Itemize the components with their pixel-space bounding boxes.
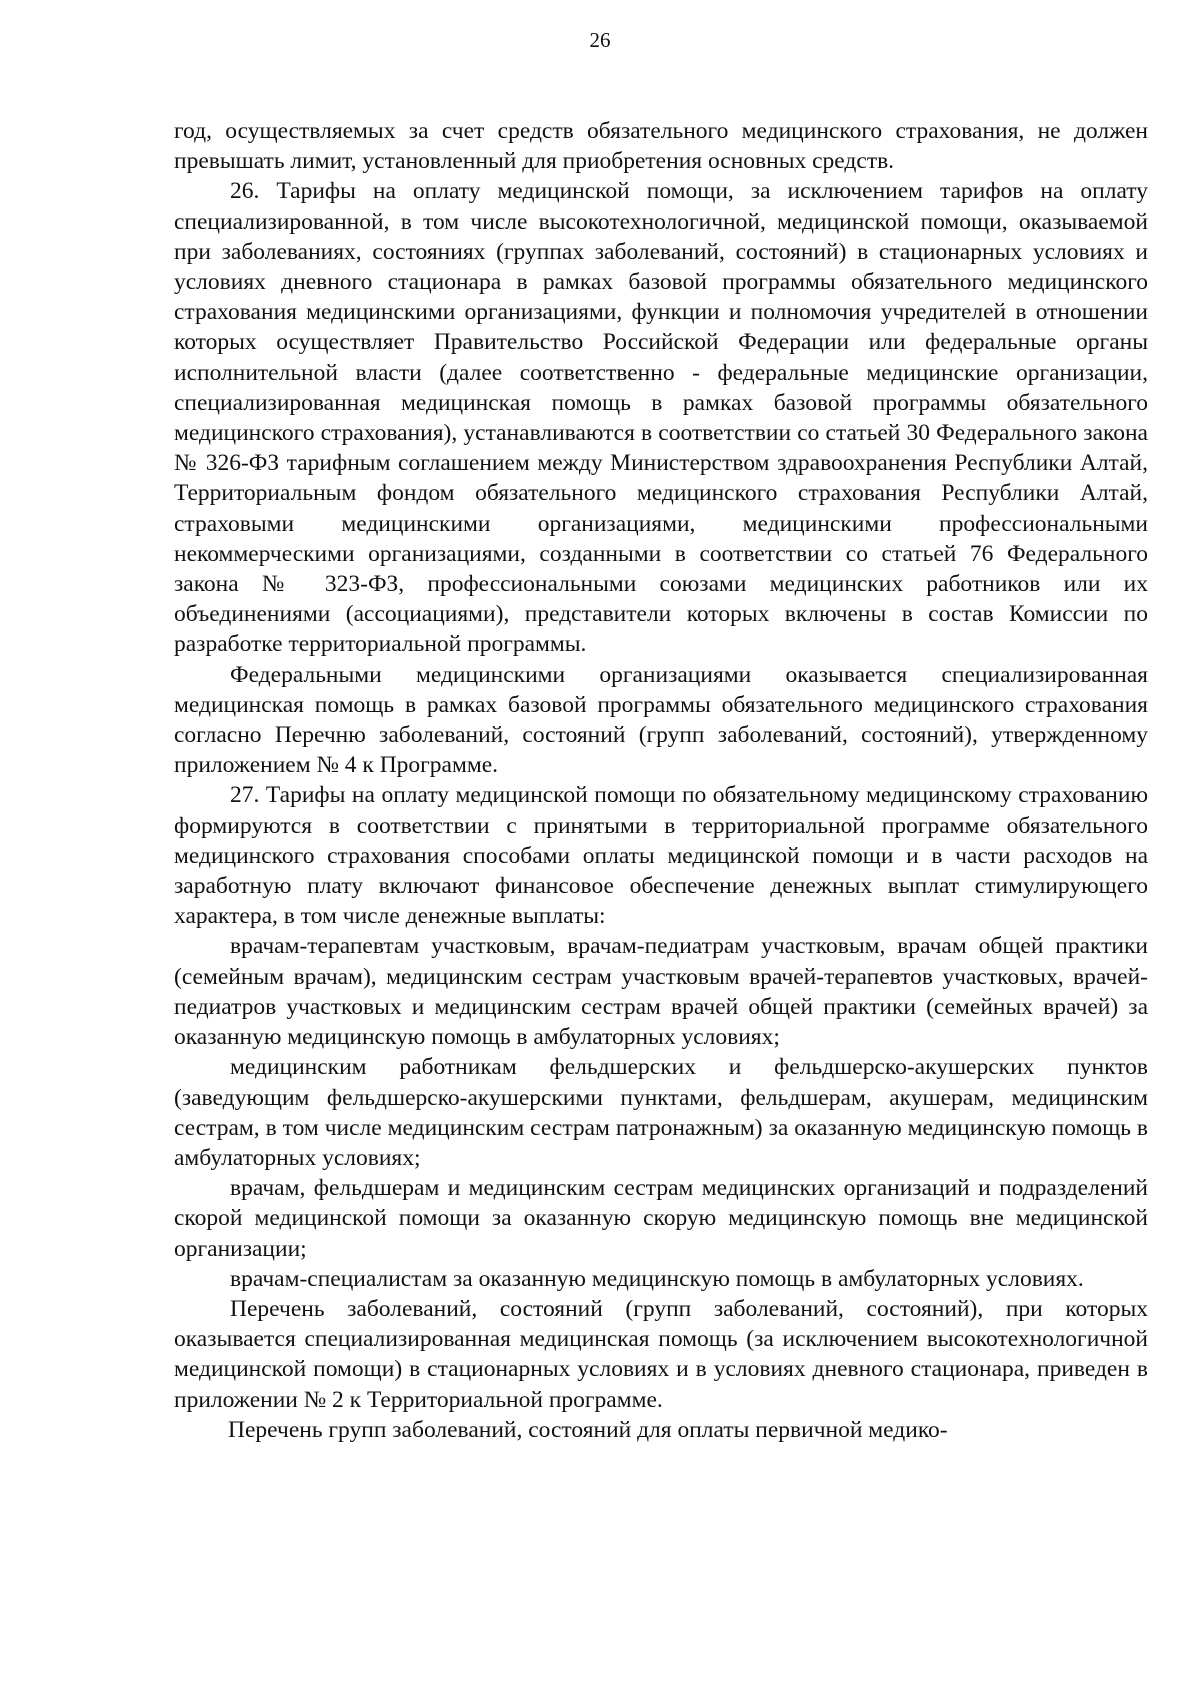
paragraph-list-specialists: врачам-специалистам за оказанную медицинскую помощь в амбулаторных условиях. — [230, 1265, 1084, 1292]
paragraph-list-therapists: врачам-терапевтам участковым, врачам-педиатрам участковым, врачам общей практики (семейным врачам), медицинским сестрам участковым врачей-терапевтов участковых, врачей-педиатров участковых и медицинским сестрам врачей общей практики (семейных врачей) за оказанную медицинскую помощь в амбулаторных условиях; — [174, 933, 1148, 1051]
paragraph-list-emergency: врачам, фельдшерам и медицинским сестрам медицинских организаций и подразделений скорой медицинской помощи за оказанную скорую медицинскую помощь вне медицинской организации; — [174, 1175, 1148, 1262]
paragraph-item-26: 26. Тарифы на оплату медицинской помощи, за исключением тарифов на оплату специализированной, в том числе высокотехнологичной, медицинской помощи, оказываемой при заболеваниях, состояниях (группах заболеваний, состояний) в стационарных условиях и условиях дневного стационара в рамках базовой программы обязательного медицинского страхования медицинскими организациями, функции и полномочия учредителей в отношении которых осуществляет Правительство Российской Федерации или федеральные органы исполнительной власти (далее соответственно - федеральные медицинские организации, специализированная медицинская помощь в рамках базовой программы обязательного медицинского страхования), устанавливаются в соответствии со статьей 30 Федерального закона № 326-ФЗ тарифным соглашением между Министерством здравоохранения Республики Алтай, Территориальным фондом обязательного медицинского страхования Республики Алтай, страховыми медицинскими организациями, медицинскими профессиональными некоммерческими организациями, созданными в соответствии со статьей 76 Федерального закона № 323-ФЗ, профессиональными союзами медицинских работников или их объединениями (ассоциациями), представители которых включены в состав Комиссии по разработке территориальной программы. — [174, 178, 1148, 658]
paragraph-federal-organizations: Федеральными медицинскими организациями оказывается специализированная медицинская помощь в рамках базовой программы обязательного медицинского страхования согласно Перечню заболеваний, состояний (групп заболеваний, состояний), утвержденному приложением № 4 к Программе. — [174, 661, 1148, 779]
paragraph-groups-list: Перечень групп заболеваний, состояний для оплаты первичной медико- — [228, 1416, 948, 1443]
paragraph-item-27: 27. Тарифы на оплату медицинской помощи по обязательному медицинскому страхованию формируются в соответствии с принятыми в территориальной программе обязательного медицинского страхования способами оплаты медицинской помощи и в части расходов на заработную плату включают финансовое обеспечение денежных выплат стимулирующего характера, в том числе денежные выплаты: — [174, 782, 1148, 930]
paragraph-list-feldsher: медицинским работникам фельдшерских и фельдшерско-акушерских пунктов (заведующим фельдшерско-акушерскими пунктами, фельдшерам, акушерам, медицинским сестрам, в том числе медицинским сестрам патронажным) за оказанную медицинскую помощь в амбулаторных условиях; — [174, 1054, 1148, 1171]
paragraph-continuation: год, осуществляемых за счет средств обязательного медицинского страхования, не должен превышать лимит, установленный для приобретения основных средств. — [174, 118, 1148, 175]
paragraph-disease-list: Перечень заболеваний, состояний (групп заболеваний, состояний), при которых оказывается специализированная медицинская помощь (за исключением высокотехнологичной медицинской помощи) в стационарных условиях и в условиях дневного стационара, приведен в приложении № 2 к Территориальной программе. — [174, 1295, 1148, 1413]
document-body — [174, 116, 1148, 1445]
page-number: 26 — [589, 28, 611, 52]
